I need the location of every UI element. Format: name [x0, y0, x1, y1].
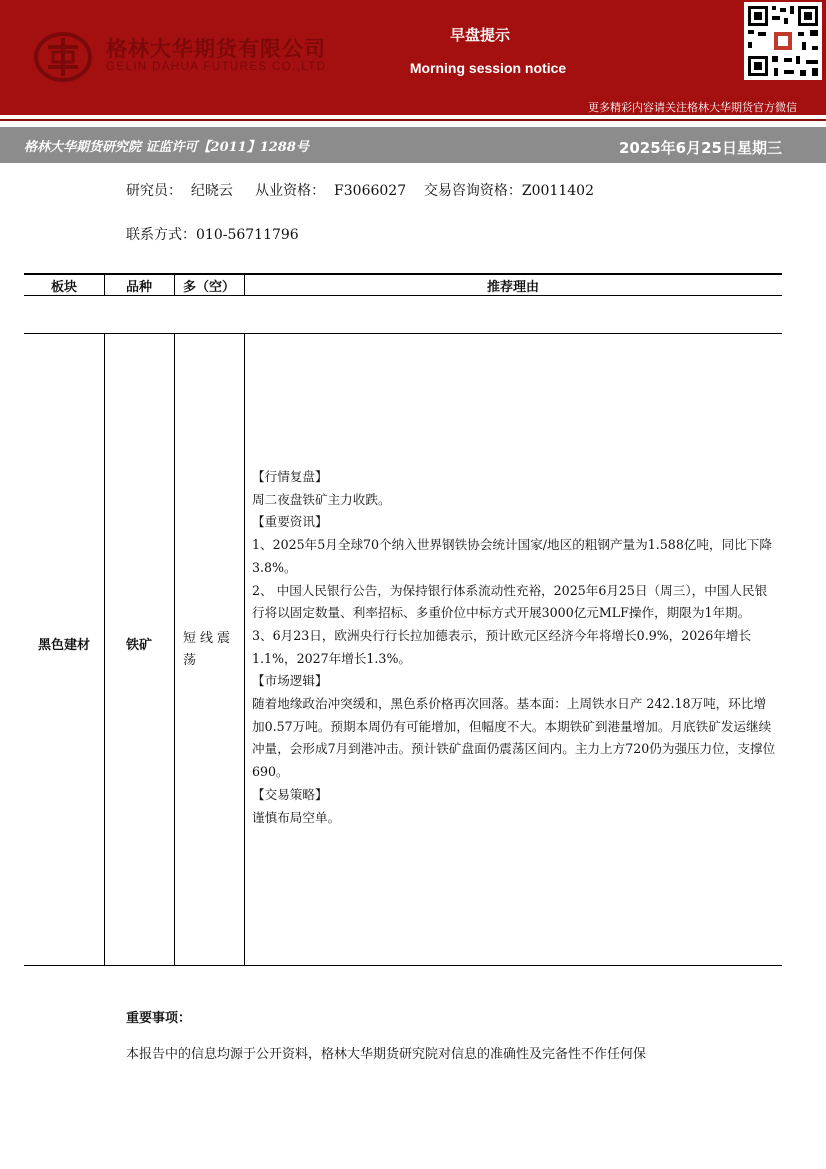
header-reason: 推荐理由	[486, 280, 539, 295]
cell-sector: 黑色建材	[37, 638, 90, 653]
researcher-info: 研究员： 纪晓云 从业资格： F3066027 交易咨询资格：Z0011402	[126, 183, 594, 199]
reason-line: 周二夜盘铁矿主力收跌。	[252, 491, 391, 507]
reason-line: 1、2025年5月全球70个纳入世界钢铁协会统计国家/地区的粗钢产量为1.588亿吨，同比下降3.8%。	[252, 537, 772, 575]
reason-line: 【市场逻辑】	[252, 673, 328, 689]
company-name-en: GELIN DAHUA FUTURES CO.,LTD.	[106, 61, 331, 73]
cell-direction: 短线震荡	[183, 631, 235, 668]
follow-wechat-text: 更多精彩内容请关注格林大华期货官方微信	[588, 101, 797, 114]
reason-line: 随着地缘政治冲突缓和，黑色系价格再次回落。基本面：上周铁水日产 242.18万吨，环比增加0.57万吨。预期本周仍有可能增加，但幅度不大。本期铁矿到港量增加。月底铁矿发运继续冲量，会形成7月到港冲击。预计铁矿盘面仍震荡区间内。主力上方720仍为强压力位，支撑位690。	[252, 696, 776, 780]
header-divider	[0, 119, 826, 121]
contact-info: 联系方式：010-56711796	[126, 227, 299, 243]
header-direction: 多（空）	[182, 280, 235, 295]
reason-line: 2、 中国人民银行公告，为保持银行体系流动性充裕，2025年6月25日（周三），中国人民银行将以固定数量、利率招标、多重价位中标方式开展3000亿元MLF操作，期限为1年期。	[252, 582, 768, 621]
row-divider-3	[244, 333, 245, 966]
table-bottom-border	[24, 965, 782, 966]
notice-title-cn: 早盘提示	[449, 26, 510, 44]
notice-title-en: Morning session notice	[409, 60, 567, 76]
table-row-top-border	[24, 333, 782, 334]
reason-line: 3、6月23日，欧洲央行行长拉加德表示，预计欧元区经济今年将增长0.9%，2026年增长1.1%，2027年增长1.3%。	[252, 627, 752, 666]
table-top-border	[24, 273, 782, 275]
table-header-border	[24, 295, 782, 296]
institute-license: 格林大华期货研究院 证监许可【2011】1288号	[24, 140, 309, 155]
gelin-logo-icon	[34, 32, 92, 82]
reason-line: 【行情复盘】	[252, 469, 328, 484]
cell-variety: 铁矿	[125, 638, 152, 653]
header-variety: 品种	[125, 280, 152, 295]
reason-line: 谨慎布局空单。	[252, 809, 341, 825]
important-title: 重要事项：	[126, 1011, 192, 1026]
wechat-qr-code[interactable]	[744, 2, 822, 80]
row-divider-2	[174, 333, 175, 966]
company-name-cn: 格林大华期货有限公司	[106, 37, 326, 61]
reason-line: 【重要资讯】	[252, 514, 328, 530]
cell-reason	[252, 466, 778, 829]
report-date: 2025年6月25日星期三	[618, 139, 782, 157]
reason-line: 【交易策略】	[252, 786, 328, 802]
header-sector: 板块	[50, 280, 77, 295]
important-text: 本报告中的信息均源于公开资料，格林大华期货研究院对信息的准确性及完备性不作任何保	[126, 1047, 647, 1062]
